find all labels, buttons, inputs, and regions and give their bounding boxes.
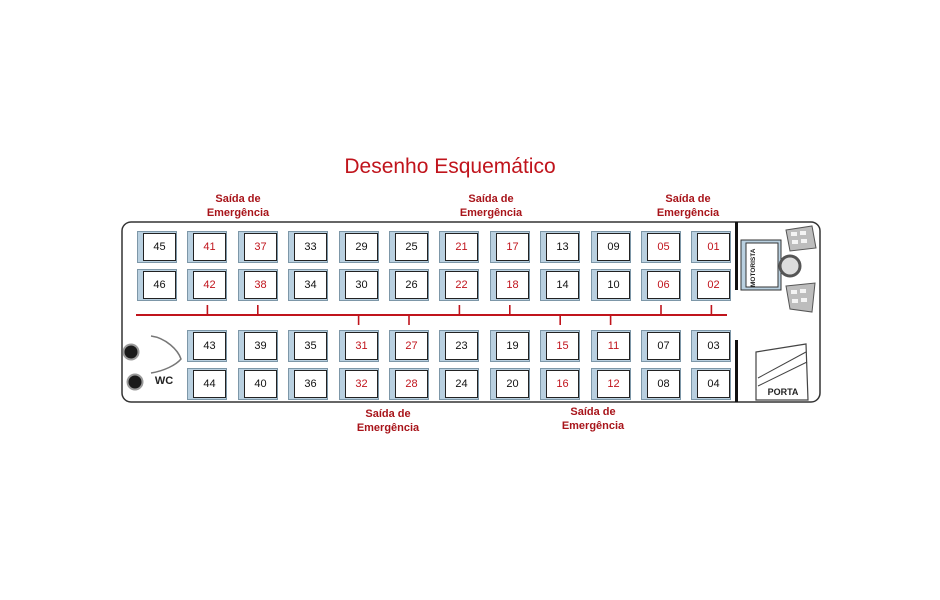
seat-number: 30: [355, 279, 368, 291]
seat-number: 24: [455, 378, 468, 390]
seat-number: 12: [607, 378, 620, 390]
seat-37[interactable]: [238, 231, 278, 263]
seat-04[interactable]: [691, 368, 731, 400]
seat-number: 45: [153, 241, 166, 253]
seat-number: 33: [304, 241, 317, 253]
seat-number: 03: [707, 340, 720, 352]
seat-40[interactable]: [238, 368, 278, 400]
seat-number: 01: [707, 241, 720, 253]
seat-36[interactable]: [288, 368, 328, 400]
seat-10[interactable]: [591, 269, 631, 301]
seat-07[interactable]: [641, 330, 681, 362]
seat-number: 10: [607, 279, 620, 291]
seat-12[interactable]: [591, 368, 631, 400]
seat-number: 22: [455, 279, 468, 291]
seat-number: 31: [355, 340, 368, 352]
seat-number: 42: [203, 279, 216, 291]
seat-13[interactable]: [540, 231, 580, 263]
driver-area: [741, 226, 816, 312]
emergency-exit-line1: Saída de: [570, 406, 616, 418]
seat-number: 32: [355, 378, 368, 390]
seat-number: 46: [153, 279, 166, 291]
seat-22[interactable]: [439, 269, 479, 301]
emergency-exit-line2: Emergência: [561, 420, 625, 432]
seat-number: 34: [304, 279, 317, 291]
emergency-exit-line2: Emergência: [356, 422, 420, 434]
seat-number: 20: [506, 378, 519, 390]
seat-number: 02: [707, 279, 720, 291]
seat-25[interactable]: [389, 231, 429, 263]
seat-number: 13: [556, 241, 569, 253]
seat-20[interactable]: [490, 368, 530, 400]
seat-number: 05: [657, 241, 670, 253]
seat-34[interactable]: [288, 269, 328, 301]
emergency-exit-line1: Saída de: [365, 408, 411, 420]
seat-number: 18: [506, 279, 519, 291]
seat-02[interactable]: [691, 269, 731, 301]
seat-01[interactable]: [691, 231, 731, 263]
seat-39[interactable]: [238, 330, 278, 362]
seat-23[interactable]: [439, 330, 479, 362]
emergency-exit-line1: Saída de: [468, 193, 514, 205]
seat-number: 23: [455, 340, 468, 352]
seat-43[interactable]: [187, 330, 227, 362]
seat-31[interactable]: [339, 330, 379, 362]
seat-number: 28: [405, 378, 418, 390]
seat-number: 27: [405, 340, 418, 352]
emergency-exit-line1: Saída de: [665, 193, 711, 205]
seat-38[interactable]: [238, 269, 278, 301]
seat-29[interactable]: [339, 231, 379, 263]
seat-number: 35: [304, 340, 317, 352]
seat-number: 15: [556, 340, 569, 352]
seat-35[interactable]: [288, 330, 328, 362]
seat-number: 21: [455, 241, 468, 253]
seat-26[interactable]: [389, 269, 429, 301]
emergency-exit-line2: Emergência: [656, 207, 720, 219]
seat-number: 17: [506, 241, 519, 253]
emergency-exit-line2: Emergência: [459, 207, 523, 219]
seat-number: 36: [304, 378, 317, 390]
seat-05[interactable]: [641, 231, 681, 263]
seat-number: 41: [203, 241, 216, 253]
door-label: PORTA: [767, 387, 799, 397]
seat-number: 09: [607, 241, 620, 253]
toilet-icon: [151, 336, 181, 373]
seat-number: 26: [405, 279, 418, 291]
seat-number: 44: [203, 378, 216, 390]
seat-number: 06: [657, 279, 670, 291]
emergency-exit-line2: Emergência: [206, 207, 270, 219]
seat-19[interactable]: [490, 330, 530, 362]
seat-number: 39: [254, 340, 267, 352]
steering-wheel-icon: [780, 256, 800, 276]
seat-30[interactable]: [339, 269, 379, 301]
seat-18[interactable]: [490, 269, 530, 301]
seat-09[interactable]: [591, 231, 631, 263]
driver-label: MOTORISTA: [750, 248, 757, 287]
seat-number: 43: [203, 340, 216, 352]
seat-number: 16: [556, 378, 569, 390]
diagram-title: Desenho Esquemático: [344, 155, 556, 178]
seat-33[interactable]: [288, 231, 328, 263]
seat-46[interactable]: [137, 269, 177, 301]
seat-number: 37: [254, 241, 267, 253]
dashboard-panel-bottom: [786, 283, 815, 312]
seat-number: 04: [707, 378, 720, 390]
seat-15[interactable]: [540, 330, 580, 362]
seat-27[interactable]: [389, 330, 429, 362]
seat-number: 08: [657, 378, 670, 390]
seat-number: 11: [607, 340, 620, 352]
seat-11[interactable]: [591, 330, 631, 362]
seat-08[interactable]: [641, 368, 681, 400]
seat-24[interactable]: [439, 368, 479, 400]
seat-41[interactable]: [187, 231, 227, 263]
seat-number: 40: [254, 378, 267, 390]
wc-fixture-icon: [124, 345, 139, 360]
seat-16[interactable]: [540, 368, 580, 400]
seat-number: 38: [254, 279, 267, 291]
seat-45[interactable]: [137, 231, 177, 263]
seat-14[interactable]: [540, 269, 580, 301]
seat-21[interactable]: [439, 231, 479, 263]
wc-label: WC: [154, 375, 174, 387]
seat-number: 19: [506, 340, 519, 352]
seat-number: 07: [657, 340, 670, 352]
emergency-exit-line1: Saída de: [215, 193, 261, 205]
seat-32[interactable]: [339, 368, 379, 400]
seat-28[interactable]: [389, 368, 429, 400]
seat-17[interactable]: [490, 231, 530, 263]
wc-fixture-icon: [128, 375, 143, 390]
seat-number: 29: [355, 241, 368, 253]
seat-42[interactable]: [187, 269, 227, 301]
seat-number: 14: [556, 279, 569, 291]
dashboard-panel-top: [786, 226, 816, 251]
seat-number: 25: [405, 241, 418, 253]
seat-44[interactable]: [187, 368, 227, 400]
seat-03[interactable]: [691, 330, 731, 362]
seat-06[interactable]: [641, 269, 681, 301]
